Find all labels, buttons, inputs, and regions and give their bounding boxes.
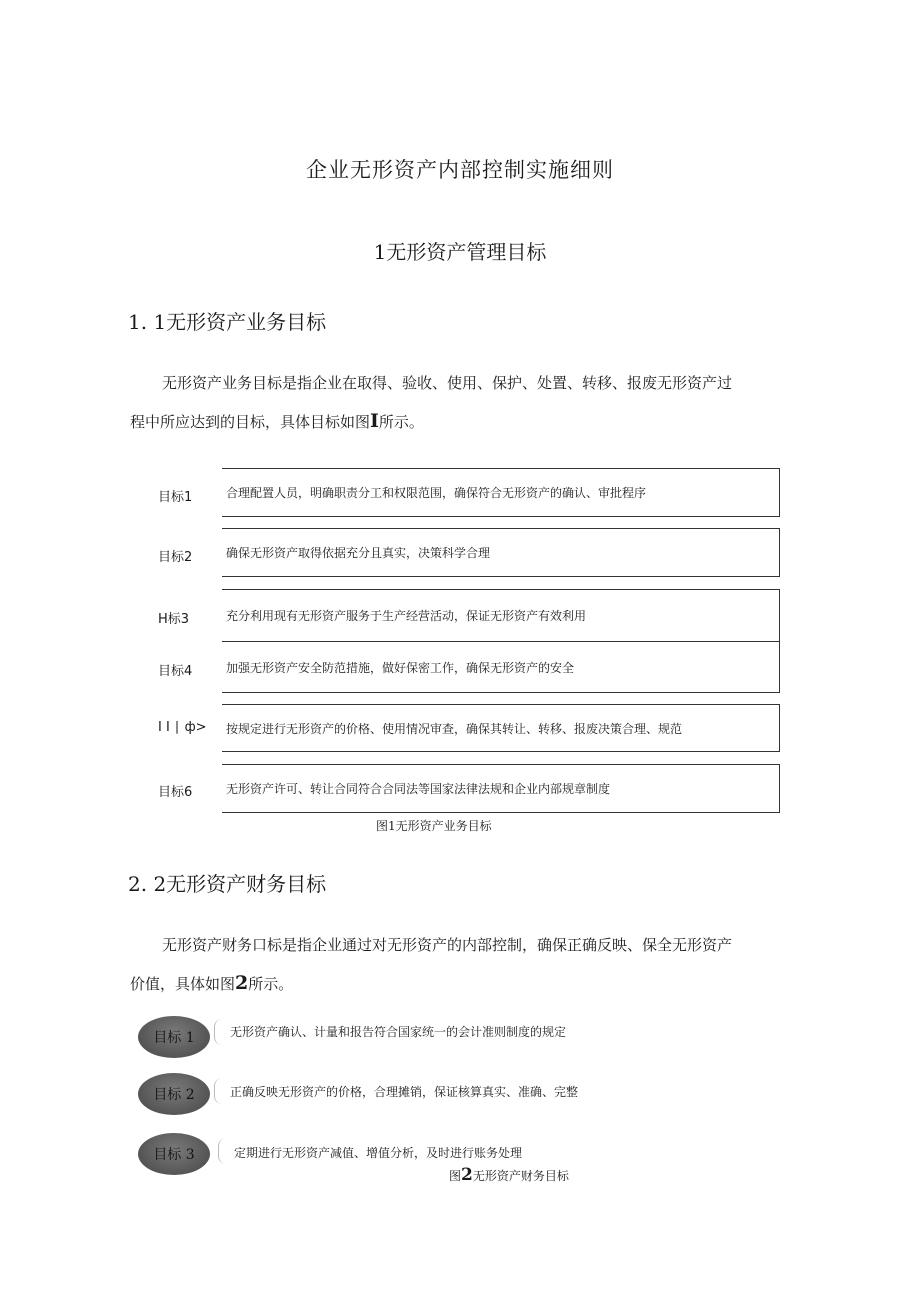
goal-oval [138, 1016, 210, 1058]
paragraph-line: 所示。 [248, 975, 294, 993]
goal-label: 目标4 [158, 664, 193, 679]
paragraph-line: 程中所应达到的目标，具体目标如图 [130, 413, 371, 431]
brace-divider [214, 1019, 223, 1045]
goal-box [222, 589, 780, 642]
goal-text: 按规定进行无形资产的价格、使用情况审查，确保其转让、转移、报废决策合理、规范 [226, 721, 683, 736]
figure-ref: I [370, 410, 379, 432]
goal-text: 确保无形资产取得依据充分且真实，决策科学合理 [226, 546, 491, 560]
paragraph-line: 无形资产业务目标是指企业在取得、验收、使用、保护、处置、转移、报废无形资产过 [162, 374, 733, 392]
figure-caption-2 [449, 1165, 569, 1185]
goal-label: 目标2 [158, 550, 193, 565]
goal-label: I I ∣ ф> [158, 720, 207, 735]
goal-text: 加强无形资产安全防范措施，做好保密工作，确保无形资产的安全 [226, 660, 575, 675]
goal-box [222, 704, 780, 752]
goal-label: 目标6 [158, 785, 193, 800]
goal-label: 目标 3 [153, 1147, 195, 1163]
subsection-heading-1-2: 2. 2无形资产财务目标 [128, 872, 327, 896]
figure-ref: 2 [235, 972, 249, 994]
goal-text: 正确反映无形资产的价格，合理摊销，保证核算真实、准确、完整 [230, 1085, 579, 1099]
goal-text: 无形资产确认、计量和报告符合国家统一的会计准则制度的规定 [230, 1025, 567, 1039]
paragraph-financial-goals [130, 926, 770, 1003]
goal-label: 目标 1 [153, 1030, 195, 1046]
subsection-heading-1-1: 1. 1无形资产业务目标 [128, 310, 327, 334]
section-heading-1: 1无形资产管理目标 [373, 240, 547, 264]
figure-caption-1: 图1无形资产业务目标 [376, 819, 492, 833]
goal-box [222, 764, 780, 813]
goal-text: 合理配置人员，明确职责分工和权限范围，确保符合无形资产的确认、审批程序 [226, 486, 647, 500]
goal-text: 定期进行无形资产减值、增值分析，及时进行账务处理 [234, 1146, 523, 1160]
caption-figure-number: 2 [461, 1165, 473, 1185]
paragraph-line: 所示。 [378, 413, 424, 431]
brace-divider [214, 1078, 223, 1104]
goal-text: 无形资产许可、转让合同符合合同法等国家法律法规和企业内部规章制度 [226, 782, 611, 796]
brace-divider [218, 1138, 227, 1164]
goal-oval [138, 1133, 210, 1175]
paragraph-line: 无形资产财务口标是指企业通过对无形资产的内部控制，确保正确反映、保全无形资产 [162, 936, 733, 954]
goal-box [222, 528, 780, 577]
goal-label: H标3 [158, 612, 190, 627]
goal-box [222, 468, 780, 517]
paragraph-line: 价值，具体如图 [130, 975, 236, 993]
goal-oval [138, 1073, 210, 1115]
document-title: 企业无形资产内部控制实施细则 [306, 158, 614, 182]
caption-part: 无形资产财务目标 [472, 1169, 569, 1183]
caption-part: 图 [449, 1169, 462, 1183]
goal-box [222, 641, 780, 693]
goal-label: 目标 2 [153, 1087, 195, 1103]
paragraph-business-goals [130, 364, 770, 441]
goal-text: 充分利用现有无形资产服务于生产经营活动，保证无形资产有效利用 [226, 609, 587, 623]
goal-label: 目标1 [158, 490, 193, 505]
